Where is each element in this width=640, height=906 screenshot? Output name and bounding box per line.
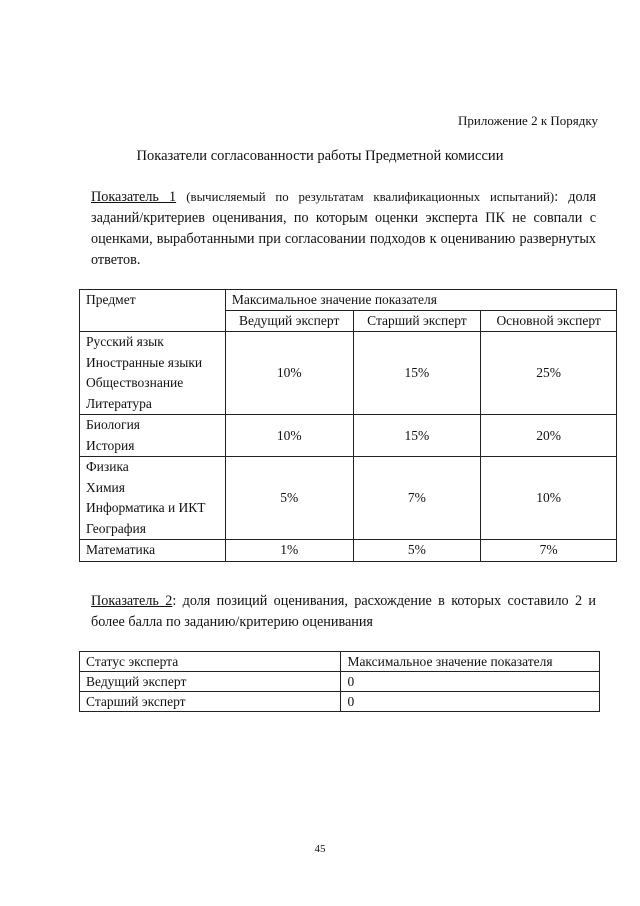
- subject-name: География: [86, 520, 146, 536]
- header-lead-expert: Ведущий эксперт: [225, 311, 353, 332]
- lead-value: 5%: [225, 457, 353, 540]
- table-row: [80, 692, 600, 712]
- table-row: [80, 672, 600, 692]
- lead-value: 1%: [225, 540, 353, 562]
- max-value: 0: [341, 672, 600, 692]
- header-senior-expert: Старший эксперт: [353, 311, 481, 332]
- max-value: 0: [341, 692, 600, 712]
- header-subject: Предмет: [80, 290, 226, 332]
- subject-name: Обществознание: [86, 375, 184, 390]
- main-value: 7%: [481, 540, 617, 562]
- senior-value: 5%: [353, 540, 481, 562]
- subject-cell: [80, 457, 226, 540]
- table-row: [80, 540, 617, 562]
- indicator-2-table: [79, 651, 600, 712]
- expert-status: Старший эксперт: [80, 692, 341, 712]
- page-number: 45: [314, 843, 326, 855]
- subject-name: Литература: [86, 395, 152, 411]
- header-max-value: Максимальное значение показателя: [341, 652, 600, 672]
- subject-name: Иностранные языки: [86, 354, 203, 370]
- lead-value: 10%: [225, 332, 353, 415]
- indicator-2-label: Показатель 2: [91, 593, 173, 609]
- subject-cell: [80, 540, 226, 562]
- indicator-2-text: : доля позиций оценивания, расхождение в которых составило 2 и более балла по заданию/критерию оценивания: [91, 593, 596, 630]
- header-max-value: Максимальное значение показателя: [225, 290, 616, 311]
- indicator-1-table: [79, 289, 617, 562]
- senior-value: 15%: [353, 415, 481, 457]
- main-value: 10%: [481, 457, 617, 540]
- table-row: [80, 457, 617, 540]
- appendix-reference: Приложение 2 к Порядку: [458, 113, 598, 128]
- table-row: [80, 415, 617, 457]
- subject-name: Биология: [86, 417, 141, 432]
- subject-cell: [80, 415, 226, 457]
- subject-name: Русский язык: [86, 334, 164, 349]
- table-row: [80, 332, 617, 415]
- document-title: Показатели согласованности работы Предметной комиссии: [136, 148, 504, 164]
- main-value: 25%: [481, 332, 617, 415]
- subject-name: Физика: [86, 459, 129, 474]
- indicator-1-note: (вычисляемый по результатам квалификационных испытаний): [186, 190, 555, 204]
- expert-status: Ведущий эксперт: [80, 672, 341, 692]
- indicator-1-paragraph: [91, 187, 596, 271]
- subject-name: История: [86, 437, 135, 453]
- subject-name: Информатика и ИКТ: [86, 500, 206, 515]
- lead-value: 10%: [225, 415, 353, 457]
- indicator-2-paragraph: [91, 591, 596, 633]
- subject-name: Математика: [86, 542, 156, 557]
- main-value: 20%: [481, 415, 617, 457]
- subject-cell: [80, 332, 226, 415]
- header-expert-status: Статус эксперта: [80, 652, 341, 672]
- header-main-expert: Основной эксперт: [481, 311, 617, 332]
- senior-value: 7%: [353, 457, 481, 540]
- indicator-1-text: : доля заданий/критериев оценивания, по которым оценки эксперта ПК не совпали с оценками, выработанными при согласовании подходов к оцениванию развернутых ответов.: [91, 189, 596, 268]
- indicator-1-label: Показатель 1: [91, 189, 177, 205]
- subject-name: Химия: [86, 479, 125, 495]
- senior-value: 15%: [353, 332, 481, 415]
